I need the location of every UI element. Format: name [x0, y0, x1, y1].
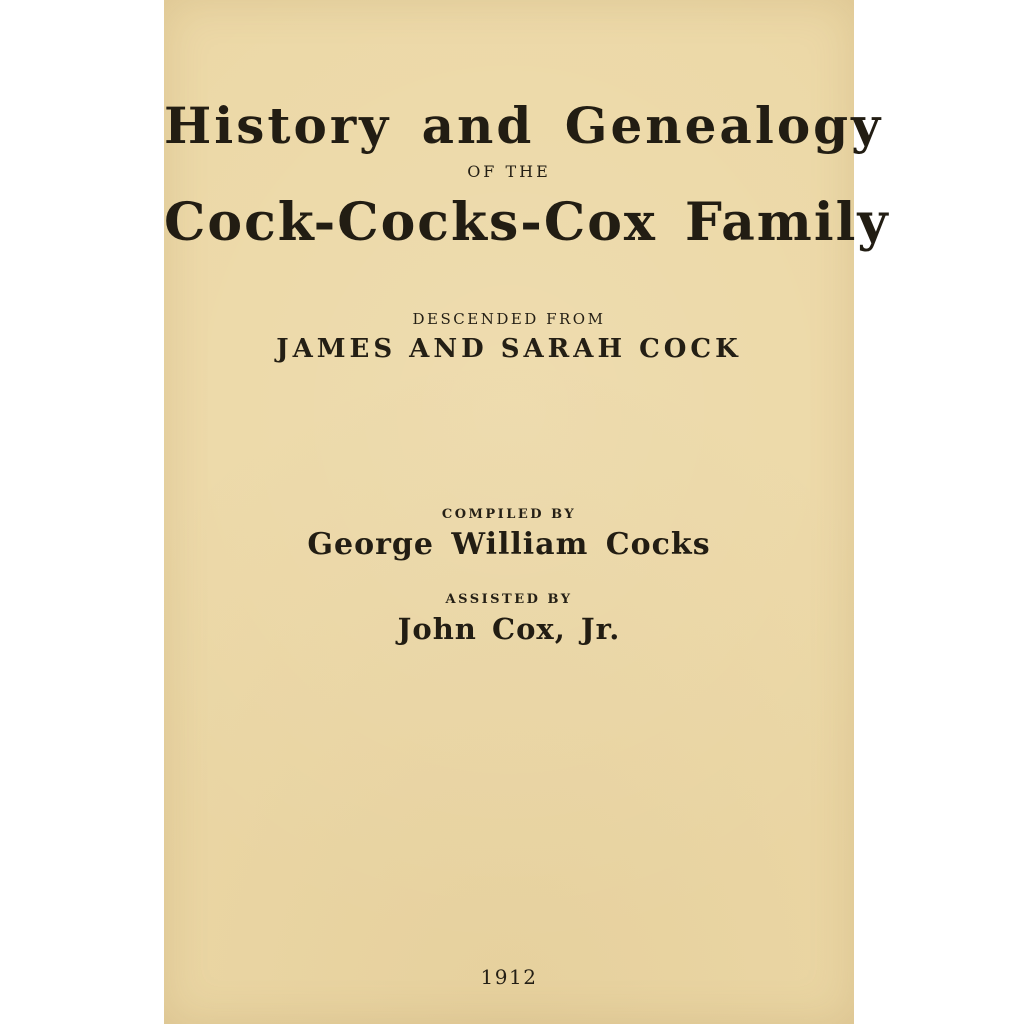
compiled-by-label: COMPILED BY — [441, 507, 577, 522]
publication-year: 1912 — [480, 965, 538, 989]
assistant-name: John Cox, Jr. — [397, 612, 621, 646]
book-title-line2: Cock-Cocks-Cox Family — [164, 192, 890, 253]
title-connector: OF THE — [467, 162, 551, 181]
book-title-page — [164, 0, 890, 1024]
ancestor-names: JAMES AND SARAH COCK — [276, 334, 742, 364]
assisted-by-label: ASSISTED BY — [445, 592, 573, 607]
book-title-line1: History and Genealogy — [164, 96, 884, 155]
compiler-name: George William Cocks — [307, 527, 711, 562]
descended-from-label: DESCENDED FROM — [412, 310, 606, 328]
